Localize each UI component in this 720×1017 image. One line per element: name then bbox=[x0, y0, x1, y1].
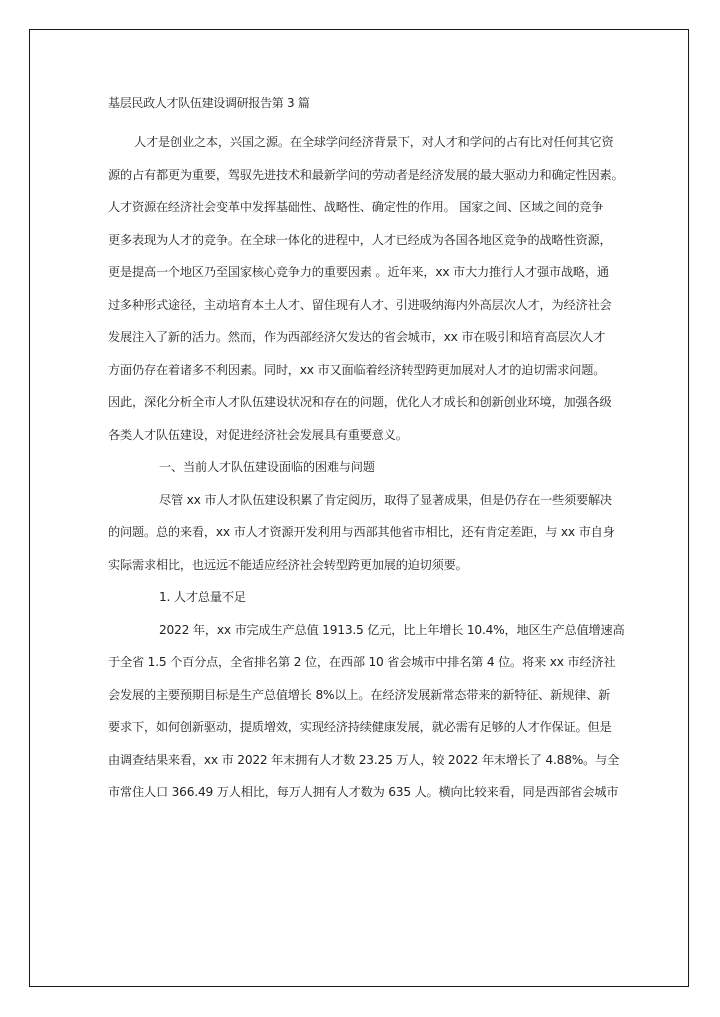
text-line: 市常住人口 366.49 万人相比，每万人拥有人才数为 635 人。横向比较来看，同是西部省会城市 bbox=[108, 785, 619, 799]
text-line: 更多表现为人才的竞争。在全球一体化的进程中，人才已经成为各国各地区竞争的战略性资源， bbox=[108, 232, 612, 247]
text-line: 于全省 1.5 个百分点，全省排名第 2 位，在西部 10 省会城市中排名第 4 位。将来 xx 市经济社 bbox=[108, 655, 616, 669]
paragraph-section-1-intro bbox=[108, 484, 628, 582]
text-line: 因此，深化分析全市人才队伍建设状况和存在的问题，优化人才成长和创新创业环境，加强各级 bbox=[108, 395, 612, 409]
paragraph-intro bbox=[108, 126, 628, 451]
text-line: 发展注入了新的活力。然而，作为西部经济欠发达的省会城市，xx 市在吸引和培育高层次人才 bbox=[108, 330, 606, 344]
text-line: 尽管 xx 市人才队伍建设积累了肯定阅历，取得了显著成果，但是仍存在一些须要解决 bbox=[159, 492, 612, 507]
text-line: 更是提高一个地区乃至国家核心竞争力的重要因素 。近年来，xx 市大力推行人才强市战略，通 bbox=[108, 265, 609, 279]
text-line: 源的占有都更为重要，驾驭先进技术和最新学问的劳动者是经济发展的最大驱动力和确定性因素。 bbox=[108, 167, 624, 182]
text-line: 要求下，如何创新驱动，提质增效，实现经济持续健康发展，就必需有足够的人才作保证。但是 bbox=[108, 720, 612, 734]
paragraph-subsection-1-body bbox=[108, 614, 628, 809]
section-heading bbox=[108, 451, 628, 484]
text-line: 人才是创业之本，兴国之源。在全球学问经济背景下，对人才和学问的占有比对任何其它资 bbox=[134, 135, 614, 149]
text-line: 方面仍存在着诸多不利因素。同时，xx 市又面临着经济转型跨更加展对人才的迫切需求问题。 bbox=[108, 362, 606, 377]
document-title: 基层民政人才队伍建设调研报告第 3 篇 bbox=[108, 96, 310, 110]
text-line: 各类人才队伍建设，对促进经济社会发展具有重要意义。 bbox=[108, 427, 408, 442]
subsection-heading bbox=[108, 581, 628, 614]
text-line: 由调查结果来看，xx 市 2022 年末拥有人才数 23.25 万人，较 2022 年末增长了 4.88%。与全 bbox=[108, 752, 620, 767]
document-body bbox=[108, 93, 628, 809]
heading-line: 一、当前人才队伍建设面临的困难与问题 bbox=[159, 460, 375, 474]
heading-line: 1. 人才总量不足 bbox=[159, 590, 246, 604]
text-line: 的问题。总的来看，xx 市人才资源开发利用与西部其他省市相比，还有肯定差距，与 xx 市自身 bbox=[108, 525, 615, 539]
text-line: 2022 年，xx 市完成生产总值 1913.5 亿元，比上年增长 10.4%，地区生产总值增速高 bbox=[159, 622, 625, 637]
text-line: 实际需求相比，也远远不能适应经济社会转型跨更加展的迫切须要。 bbox=[108, 557, 468, 572]
text-line: 过多种形式途径，主动培育本土人才、留住现有人才、引进吸纳海内外高层次人才，为经济社会 bbox=[108, 297, 612, 312]
text-line: 人才资源在经济社会变革中发挥基础性、战略性、确定性的作用。 国家之间、区域之间的竞争 bbox=[108, 200, 604, 214]
text-line: 会发展的主要预期目标是生产总值增长 8%以上。在经济发展新常态带来的新特征、新规律、新 bbox=[108, 687, 611, 702]
